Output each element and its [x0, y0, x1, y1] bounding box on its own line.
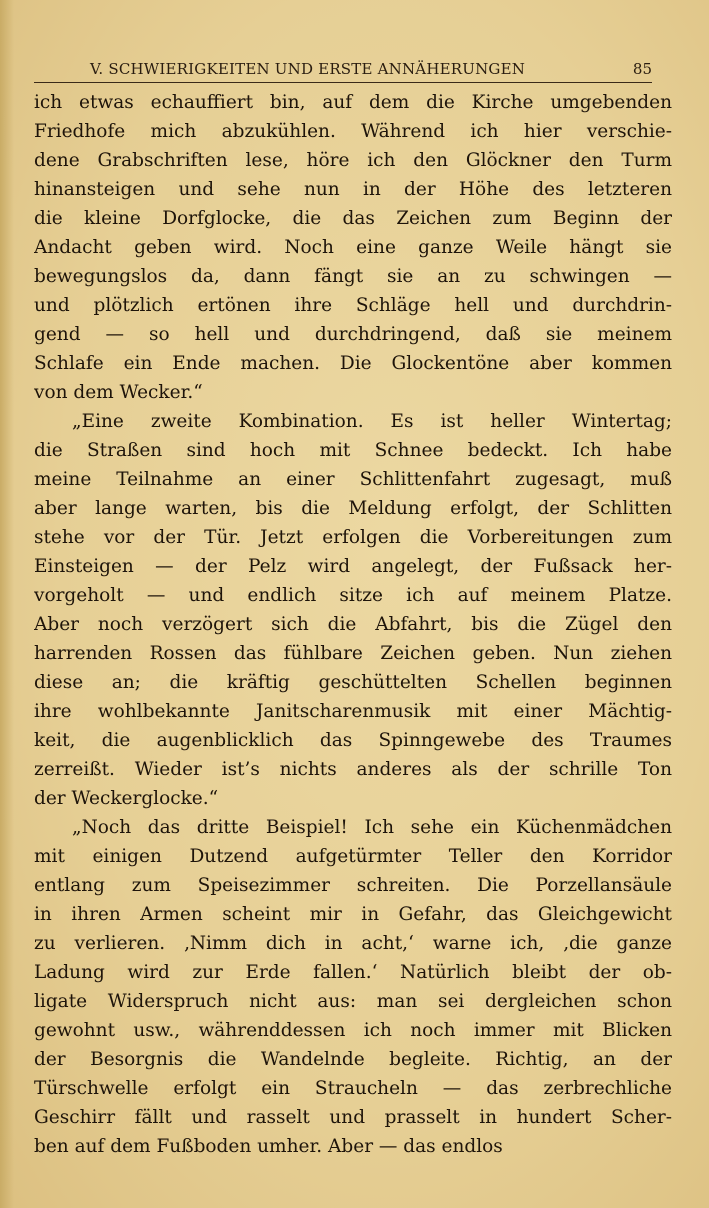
text-line: [34, 88, 674, 117]
running-head: V. SCHWIERIGKEITEN UND ERSTE ANNÄHERUNGEN: [90, 60, 526, 78]
text-line: [34, 987, 674, 1016]
text-line-content: ihre wohlbekannte Janitscharenmusik mit einer Mächtig-: [34, 701, 672, 722]
text-line-content: die Straßen sind hoch mit Schnee bedeckt. Ich habe: [34, 440, 672, 461]
text-line: [34, 378, 674, 407]
text-line-content: „Eine zweite Kombination. Es ist heller Wintertag;: [72, 411, 672, 432]
text-line: [34, 668, 674, 697]
text-line: [34, 204, 674, 233]
text-line: [34, 929, 674, 958]
text-line-content: zu verlieren. ‚Nimm dich in acht,‘ warne ich, ‚die ganze: [34, 933, 672, 954]
text-line-content: aber lange warten, bis die Meldung erfolgt, der Schlitten: [34, 498, 672, 519]
text-line: [34, 175, 674, 204]
text-line-content: harrenden Rossen das fühlbare Zeichen geben. Nun ziehen: [34, 643, 672, 664]
text-line-content: Andacht geben wird. Noch eine ganze Weile hängt sie: [34, 237, 672, 258]
text-line: [34, 581, 674, 610]
text-line: [34, 233, 674, 262]
text-line: [34, 697, 674, 726]
text-line-content: bewegungslos da, dann fängt sie an zu schwingen —: [34, 266, 672, 287]
text-line-content: vorgeholt — und endlich sitze ich auf meinem Platze.: [34, 585, 672, 606]
text-line: [34, 726, 674, 755]
text-line-content: entlang zum Speisezimmer schreiten. Die Porzellansäule: [34, 875, 672, 896]
text-line-content: ich etwas echauffiert bin, auf dem die Kirche umgebenden: [34, 92, 672, 113]
text-line: [34, 784, 674, 813]
text-line: [34, 958, 674, 987]
page-number: 85: [632, 60, 652, 78]
text-line: [34, 407, 674, 436]
text-line-content: Geschirr fällt und rasselt und prasselt in hundert Scher-: [34, 1107, 672, 1128]
text-line-content: Türschwelle erfolgt ein Straucheln — das zerbrechliche: [34, 1078, 672, 1099]
text-line-content: mit einigen Dutzend aufgetürmter Teller den Korridor: [34, 846, 672, 867]
text-line: [34, 900, 674, 929]
text-line-content: keit, die augenblicklich das Spinngewebe des Traumes: [34, 730, 672, 751]
text-line-content: dene Grabschriften lese, höre ich den Glöckner den Turm: [34, 150, 672, 171]
text-line: [34, 552, 674, 581]
text-line: [34, 813, 674, 842]
text-line-content: der Weckerglocke.“: [34, 788, 219, 809]
text-line: [34, 842, 674, 871]
body-text: [34, 88, 674, 1161]
text-line: [34, 1016, 674, 1045]
page-gutter-shadow: [0, 0, 14, 1208]
text-line-content: zerreißt. Wieder ist’s nichts anderes als der schrille Ton: [34, 759, 672, 780]
text-line-content: Aber noch verzögert sich die Abfahrt, bis die Zügel den: [34, 614, 672, 635]
text-line: [34, 291, 674, 320]
page-header: [34, 58, 652, 83]
text-line-content: der Besorgnis die Wandelnde begleite. Richtig, an der: [34, 1049, 672, 1070]
text-line: [34, 1132, 674, 1161]
text-line-content: hinansteigen und sehe nun in der Höhe des letzteren: [34, 179, 672, 200]
text-line: [34, 146, 674, 175]
text-line: [34, 639, 674, 668]
text-line: [34, 436, 674, 465]
text-line: [34, 523, 674, 552]
text-line-content: Ladung wird zur Erde fallen.‘ Natürlich bleibt der ob-: [34, 962, 672, 983]
text-line-content: ben auf dem Fußboden umher. Aber — das endlos: [34, 1136, 503, 1157]
text-line: [34, 465, 674, 494]
text-line-content: stehe vor der Tür. Jetzt erfolgen die Vorbereitungen zum: [34, 527, 672, 548]
text-line: [34, 871, 674, 900]
text-line-content: diese an; die kräftig geschüttelten Schellen beginnen: [34, 672, 672, 693]
text-line: [34, 1045, 674, 1074]
text-line: [34, 494, 674, 523]
text-line-content: Friedhofe mich abzukühlen. Während ich hier verschie-: [34, 121, 672, 142]
text-line-content: Einsteigen — der Pelz wird angelegt, der Fußsack her-: [34, 556, 672, 577]
text-line-content: ligate Widerspruch nicht aus: man sei dergleichen schon: [34, 991, 672, 1012]
text-line-content: meine Teilnahme an einer Schlittenfahrt zugesagt, muß: [34, 469, 672, 490]
text-line: [34, 755, 674, 784]
text-line-content: von dem Wecker.“: [34, 382, 203, 403]
text-line: [34, 262, 674, 291]
text-line: [34, 117, 674, 146]
text-line: [34, 349, 674, 378]
text-line: [34, 320, 674, 349]
text-line: [34, 610, 674, 639]
text-line-content: in ihren Armen scheint mir in Gefahr, das Gleichgewicht: [34, 904, 672, 925]
text-line: [34, 1103, 674, 1132]
text-line-content: und plötzlich ertönen ihre Schläge hell und durchdrin-: [34, 295, 672, 316]
text-line: [34, 1074, 674, 1103]
text-line-content: gewohnt usw., währenddessen ich noch immer mit Blicken: [34, 1020, 672, 1041]
text-line-content: die kleine Dorfglocke, die das Zeichen zum Beginn der: [34, 208, 672, 229]
text-line-content: „Noch das dritte Beispiel! Ich sehe ein Küchenmädchen: [72, 817, 672, 838]
text-line-content: Schlafe ein Ende machen. Die Glockentöne aber kommen: [34, 353, 672, 374]
text-line-content: gend — so hell und durchdringend, daß sie meinem: [34, 324, 672, 345]
